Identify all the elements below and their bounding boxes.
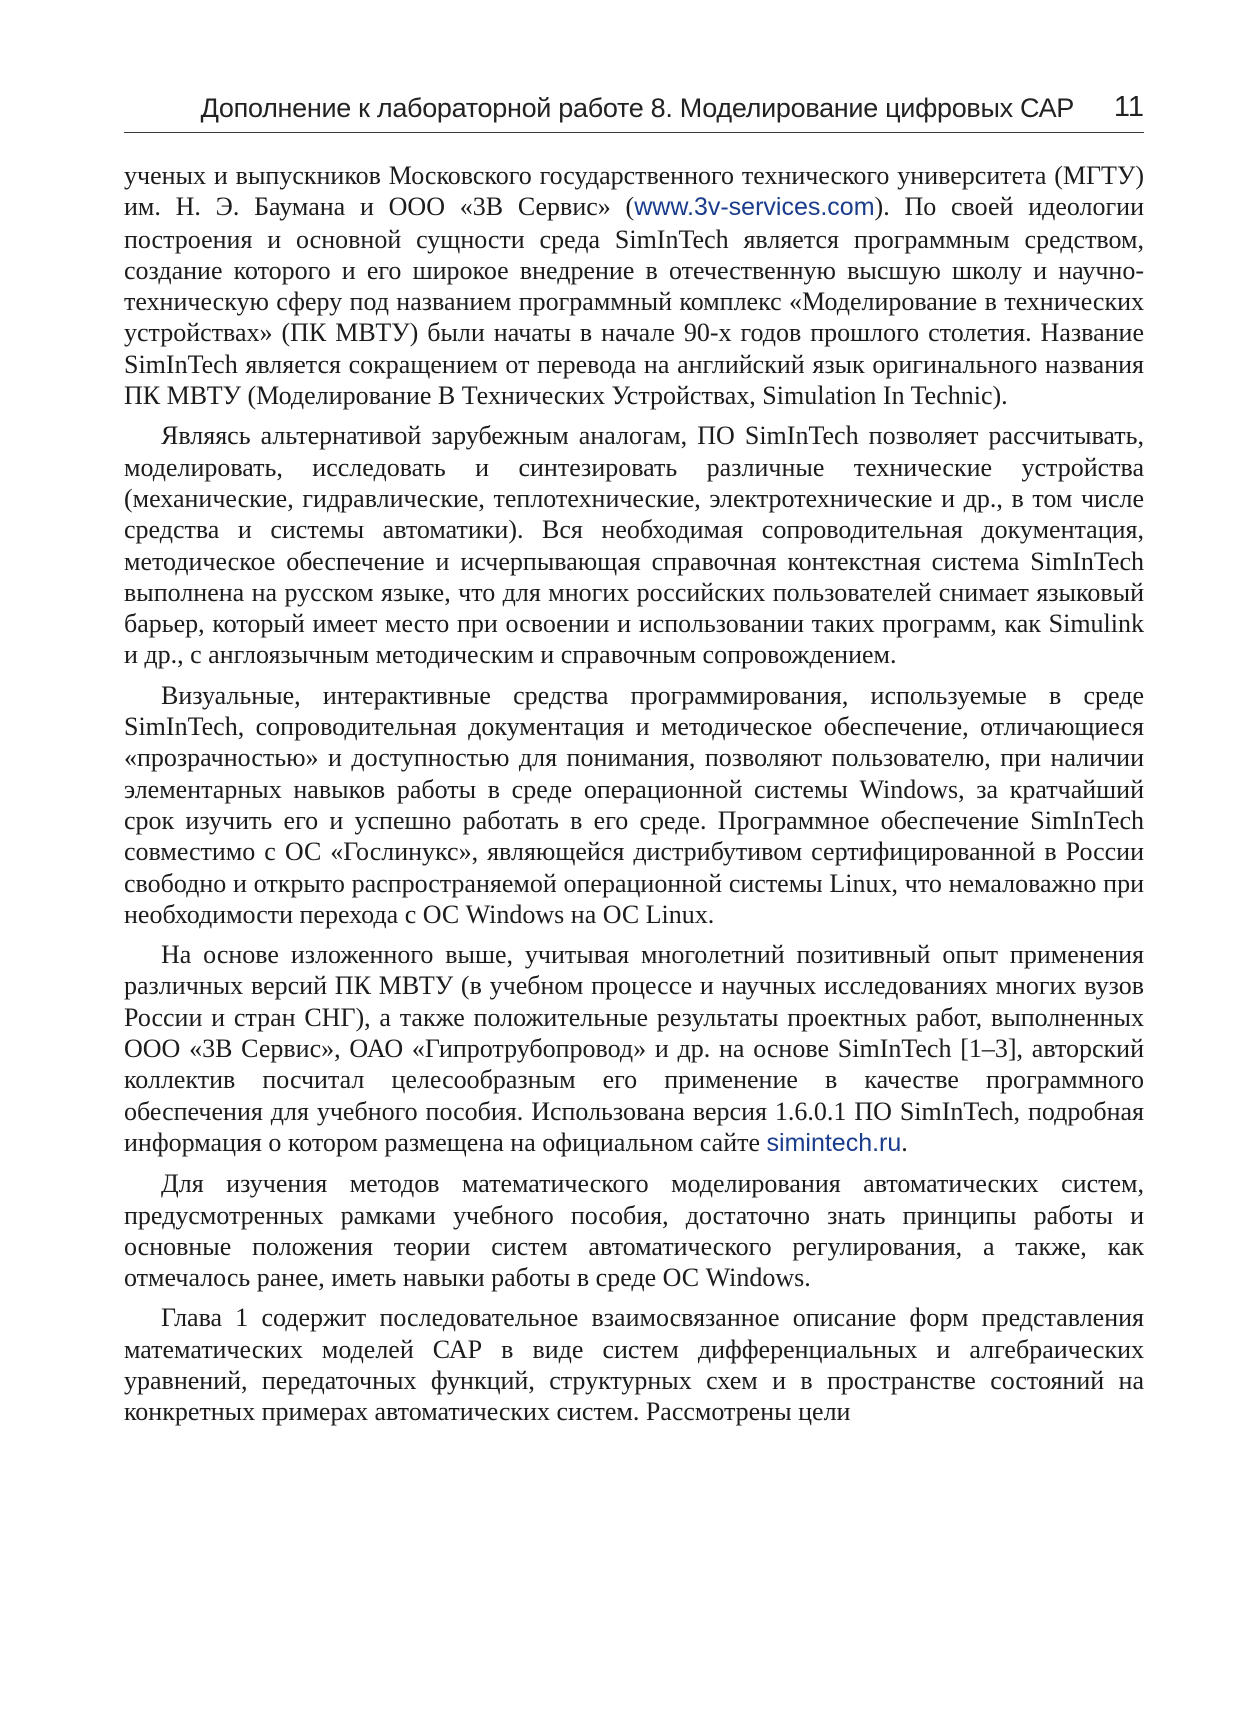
running-header-title: Дополнение к лабораторной работе 8. Моделирование цифровых САР xyxy=(200,93,1074,123)
paragraph-1-text-after: ). По своей идеологии построения и основной сущности среда SimInTech является программным средством, создание которого и его широкое внедрение в отечественную высшую школу и научно-техническую сферу под названием программный комплекс «Моделирование в технических устройствах» (ПК МВТУ) были начаты в начале 90-х годов прошлого столетия. Название SimInTech является сокращением от перевода на английский язык оригинального названия ПК МВТУ (Моделирование В Технических Устройствах, Simulation In Technic). xyxy=(124,192,1145,411)
official-site-link[interactable]: simintech.ru xyxy=(766,1128,902,1157)
paragraph-4-text-after: . xyxy=(901,1127,908,1157)
paragraph-2: Являясь альтернативой зарубежным аналогам, ПО SimInTech позволяет рассчитывать, моделировать, исследовать и синтезировать различные технические устройства (механические, гидравлические, теплотехнические, электротехнические и др., в том числе средства и системы автоматики). Вся необходимая сопроводительная документация, методическое обеспечение и исчерпывающая справочная контекстная система SimInTech выполнена на русском языке, что для многих российских пользователей снимает языковый барьер, который имеет место при освоении и использовании таких программ, как Simulink и др., с англоязычным методическим и справочным сопровождением. xyxy=(124,421,1144,670)
paragraph-5: Для изучения методов математического моделирования автоматических систем, предусмотренных рамками учебного пособия, достаточно знать принципы работы и основные положения теории систем автоматического регулирования, а также, как отмечалось ранее, иметь навыки работы в среде ОС Windows. xyxy=(124,1169,1144,1293)
paragraph-6: Глава 1 содержит последовательное взаимосвязанное описание форм представления математических моделей САР в виде систем дифференциальных и алгебраических уравнений, передаточных функций, структурных схем и в пространстве состояний на конкретных примерах автоматических систем. Рассмотрены цели xyxy=(124,1303,1144,1427)
running-header xyxy=(124,84,1144,133)
website-link[interactable]: www.3v-services.com xyxy=(634,193,875,222)
paragraph-4-text-before: На основе изложенного выше, учитывая многолетний позитивный опыт применения различных версий ПК МВТУ (в учебном процессе и научных исследованиях многих вузов России и стран СНГ), а также положительные результаты проектных работ, выполненных ООО «3В Сервис», ОАО «Гипротрубопровод» и др. на основе SimInTech [1–3], авторский коллектив посчитал целесообразным его применение в качестве программного обеспечения для учебного пособия. Использована версия 1.6.0.1 ПО SimInTech, подробная информация о котором размещена на официальном сайте xyxy=(124,940,1144,1157)
paragraph-1 xyxy=(124,160,1144,411)
paragraph-4 xyxy=(124,939,1144,1159)
page-number: 11 xyxy=(1113,91,1144,123)
paragraph-1-text-before: ученых и выпускников Московского государственного технического университета (МГТУ) им. Н. Э. Баумана и ООО «3В Сервис» ( xyxy=(124,161,1144,222)
paragraph-3: Визуальные, интерактивные средства программирования, используемые в среде SimInTech, сопроводительная документация и методическое обеспечение, отличающиеся «прозрачностью» и доступностью для понимания, позволяют пользователю, при наличии элементарных навыков работы в среде операционной системы Windows, за кратчайший срок изучить его и успешно работать в его среде. Программное обеспечение SimInTech совместимо с ОС «Гослинукс», являющейся дистрибутивом сертифицированной в России свободно и открыто распространяемой операционной системы Linux, что немаловажно при необходимости перехода с ОС Windows на ОС Linux. xyxy=(124,680,1144,929)
body-text xyxy=(124,160,1144,1437)
